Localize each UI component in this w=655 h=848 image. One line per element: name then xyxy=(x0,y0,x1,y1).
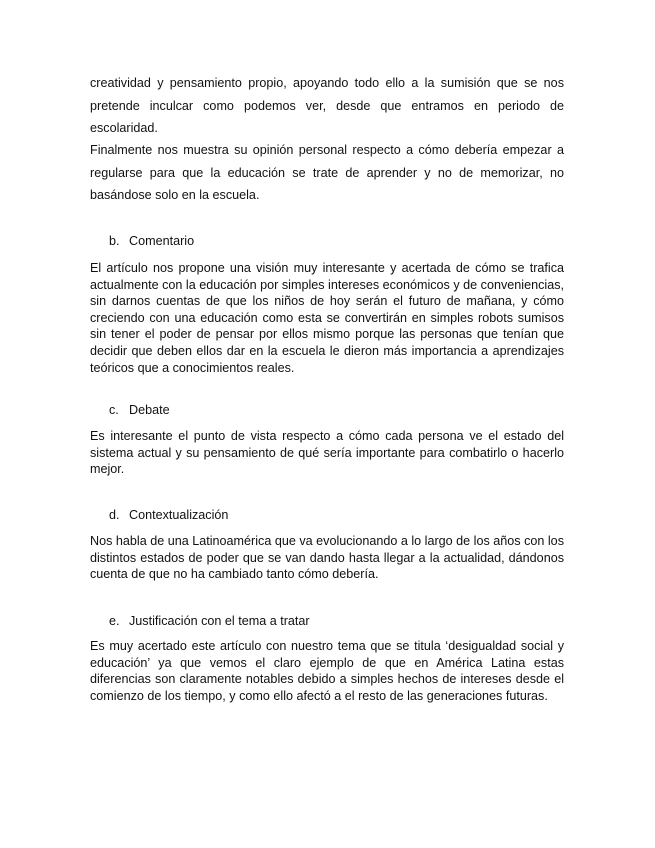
section-marker: c. xyxy=(109,403,119,417)
paragraph-contextualizacion: Nos habla de una Latinoamérica que va evolucionando a lo largo de los años con los distintos estados de poder que se van dando hasta llegar a la actualidad, dándonos cuenta de que no ha cambiado tanto cómo debería. xyxy=(90,534,564,582)
paragraph-debate: Es interesante el punto de vista respecto a cómo cada persona ve el estado del sistema actual y su pensamiento de qué sería importante para combatirlo o hacerlo mejor. xyxy=(90,429,564,477)
section-heading-comentario xyxy=(109,233,194,249)
paragraph-justificacion: Es muy acertado este artículo con nuestro tema que se titula ‘desigualdad social y educación’ ya que vemos el claro ejemplo de que en América Latina estas diferencias son claramente notables debido a simples hechos de intereses desde el comienzo de los tiempo, y como ello afectó a el resto de las generaciones futuras. xyxy=(90,639,564,703)
section-title: Comentario xyxy=(129,234,195,248)
section-title: Contextualización xyxy=(129,508,229,522)
section-heading-debate xyxy=(109,402,170,418)
paragraph-intro-2: Finalmente nos muestra su opinión personal respecto a cómo debería empezar a regularse para que la educación se trate de aprender y no de memorizar, no basándose solo en la escuela. xyxy=(90,143,564,202)
section-marker: d. xyxy=(109,508,120,522)
paragraph-comentario: El artículo nos propone una visión muy interesante y acertada de cómo se trafica actualmente con la educación por simples intereses económicos y de conveniencias, sin darnos cuentas de que los niños de hoy serán el futuro de mañana, y cómo creciendo con una educación como esta se convertirán en simples robots sumisos sin tener el poder de pensar por ellos mismo porque las personas que tenían que decidir que deben ellos dar en la escuela le dieron más importancia a aprendizajes teóricos que a conocimientos reales. xyxy=(90,261,564,375)
section-title: Justificación con el tema a tratar xyxy=(129,614,310,628)
section-title: Debate xyxy=(129,403,170,417)
section-marker: b. xyxy=(109,234,120,248)
paragraph-intro-1: creatividad y pensamiento propio, apoyando todo ello a la sumisión que se nos pretende inculcar como podemos ver, desde que entramos en periodo de escolaridad. xyxy=(90,76,564,135)
section-heading-justificacion xyxy=(109,613,310,629)
section-marker: e. xyxy=(109,614,120,628)
section-heading-contextualizacion xyxy=(109,507,228,523)
